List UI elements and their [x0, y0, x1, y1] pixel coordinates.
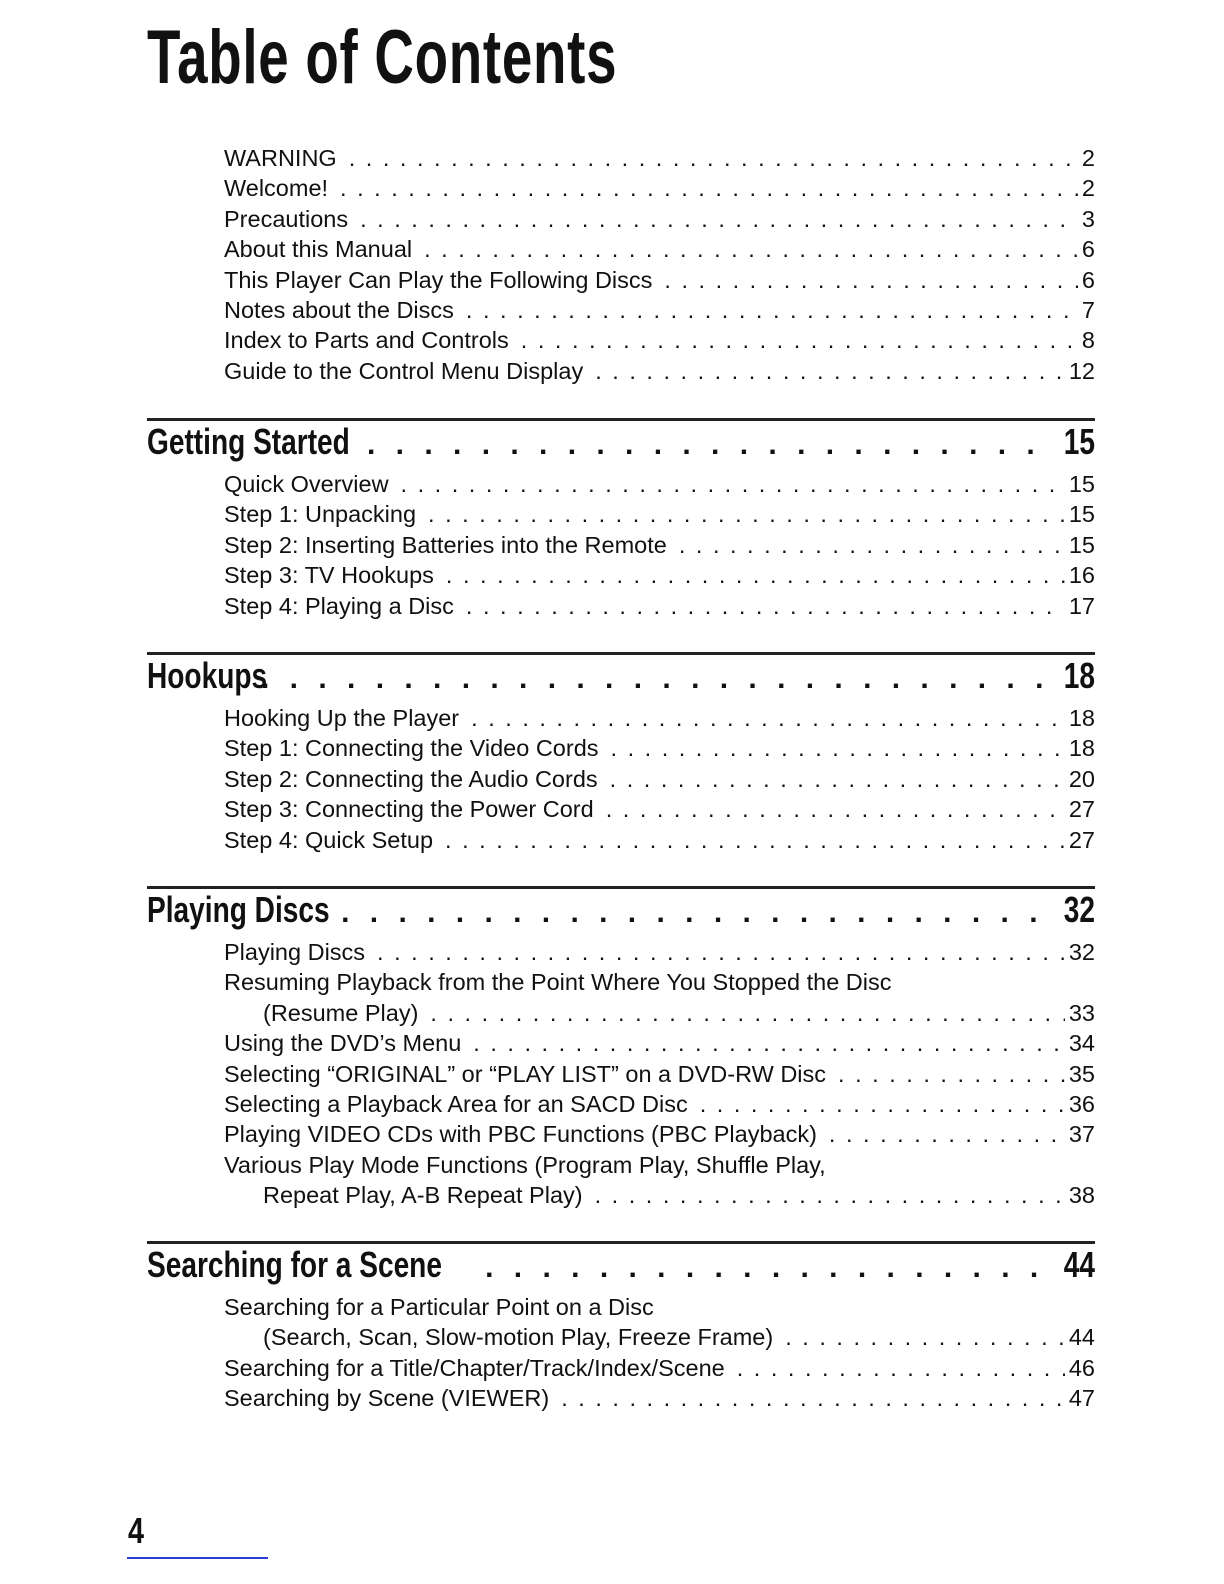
entry-label: Step 3: Connecting the Power Cord [224, 796, 594, 823]
dot-leader [473, 1030, 1065, 1057]
entry-page: 18 [1068, 705, 1095, 731]
toc-entry[interactable] [224, 766, 1095, 796]
dot-leader [829, 1121, 1065, 1148]
dot-leader [838, 1061, 1065, 1088]
entry-label: Searching by Scene (VIEWER) [224, 1385, 550, 1412]
entry-label: Index to Parts and Controls [224, 327, 509, 354]
entry-page: 16 [1068, 562, 1095, 589]
toc-entry[interactable] [224, 1385, 1095, 1415]
entry-page: 12 [1068, 357, 1095, 384]
dot-leader [700, 1091, 1065, 1118]
dot-leader [679, 532, 1065, 559]
dot-leader [428, 501, 1065, 528]
toc-section [147, 889, 1095, 1213]
dot-leader [341, 896, 1055, 930]
dot-leader [377, 939, 1065, 966]
toc-entry[interactable] [224, 297, 1095, 327]
dot-leader [521, 327, 1078, 354]
dot-leader [466, 297, 1078, 324]
dot-leader [360, 206, 1078, 233]
dot-leader [445, 827, 1065, 854]
entry-page: 27 [1068, 796, 1095, 823]
entry-label: Hooking Up the Player [224, 705, 460, 731]
entry-label: Step 1: Unpacking [224, 501, 417, 528]
section-page: 15 [1063, 421, 1095, 462]
toc-entry[interactable] [224, 705, 1095, 735]
entry-label: Resuming Playback from the Point Where You Stopped the Disc [224, 969, 892, 996]
section-page: 32 [1063, 889, 1095, 930]
entry-label: This Player Can Play the Following Discs [224, 266, 653, 293]
toc-entry[interactable] [224, 969, 1095, 999]
section-heading-label: Searching for a Scene [147, 1244, 442, 1285]
entry-label: Welcome! [224, 175, 329, 202]
dot-leader [785, 1324, 1065, 1351]
dot-leader [424, 236, 1078, 263]
entry-label: Step 4: Quick Setup [224, 826, 434, 853]
entry-page: 32 [1068, 939, 1095, 965]
entry-page: 34 [1068, 1030, 1095, 1057]
dot-leader [349, 145, 1078, 172]
toc-entry[interactable] [224, 735, 1095, 765]
dot-leader [561, 1385, 1065, 1412]
entry-page: 8 [1081, 327, 1095, 354]
section-page: 44 [1063, 1244, 1095, 1285]
toc-entry[interactable] [224, 1061, 1095, 1091]
toc-entry[interactable] [224, 1091, 1095, 1121]
footer-rule [127, 1557, 268, 1559]
toc-entry[interactable] [224, 175, 1095, 205]
section-heading-label: Hookups [147, 655, 268, 696]
entry-page: 2 [1081, 145, 1095, 171]
entry-label: Step 2: Connecting the Audio Cords [224, 765, 598, 792]
dot-leader [610, 766, 1065, 793]
entry-page: 36 [1068, 1090, 1095, 1117]
entry-label: Step 4: Playing a Disc [224, 592, 454, 619]
entry-page: 47 [1068, 1385, 1095, 1412]
toc-entry[interactable] [224, 827, 1095, 857]
section-heading[interactable] [147, 655, 1095, 705]
entry-label: WARNING [224, 145, 337, 171]
entry-label: Using the DVD’s Menu [224, 1030, 462, 1057]
entry-page: 17 [1068, 592, 1095, 619]
toc-entry[interactable] [224, 236, 1095, 266]
entry-page: 6 [1081, 236, 1095, 263]
dot-leader [737, 1355, 1065, 1382]
toc-entry[interactable] [224, 1355, 1095, 1385]
entry-page: 38 [1068, 1182, 1095, 1209]
toc-entry[interactable] [224, 1152, 1095, 1182]
entry-page: 33 [1068, 999, 1095, 1026]
toc-entry[interactable] [224, 1294, 1095, 1324]
entry-page: 15 [1068, 501, 1095, 528]
dot-leader [466, 593, 1065, 620]
toc-section [147, 655, 1095, 857]
entry-label: (Search, Scan, Slow-motion Play, Freeze Frame) [263, 1324, 774, 1351]
toc-entry-continuation[interactable] [263, 1182, 1095, 1212]
entry-page: 6 [1081, 266, 1095, 293]
section-heading[interactable] [147, 421, 1095, 471]
dot-leader [430, 1000, 1064, 1027]
section-heading-label: Getting Started [147, 421, 350, 462]
entry-label: Step 3: TV Hookups [224, 562, 434, 589]
dot-leader [340, 175, 1078, 202]
entry-page: 15 [1068, 531, 1095, 558]
toc-entry-continuation[interactable] [263, 1000, 1095, 1030]
toc-entry[interactable] [224, 471, 1095, 501]
toc-entry[interactable] [224, 358, 1095, 388]
toc-entry[interactable] [224, 267, 1095, 297]
entry-label: Guide to the Control Menu Display [224, 357, 584, 384]
toc-entry[interactable] [224, 796, 1095, 826]
toc-section [147, 421, 1095, 623]
dot-leader [595, 1182, 1065, 1209]
toc-entry[interactable] [224, 145, 1095, 175]
entry-label: Searching for a Particular Point on a Disc [224, 1294, 654, 1320]
toc-entry[interactable] [224, 206, 1095, 236]
dot-leader [664, 267, 1078, 294]
entry-page: 2 [1081, 175, 1095, 202]
dot-leader [471, 705, 1065, 732]
entry-page: 3 [1081, 205, 1095, 232]
entry-label: Step 2: Inserting Batteries into the Remote [224, 531, 667, 558]
entry-label: Step 1: Connecting the Video Cords [224, 735, 599, 762]
dot-leader [446, 562, 1065, 589]
entry-page: 27 [1068, 826, 1095, 853]
entry-page: 35 [1068, 1060, 1095, 1087]
page-title: Table of Contents [147, 15, 618, 100]
entry-page: 20 [1068, 765, 1095, 792]
entry-label: Searching for a Title/Chapter/Track/Index/Scene [224, 1354, 725, 1381]
section-heading[interactable] [147, 1244, 1095, 1294]
entry-page: 46 [1068, 1354, 1095, 1381]
entry-page: 15 [1068, 471, 1095, 497]
entry-label: Playing Discs [224, 939, 366, 965]
entry-label: Various Play Mode Functions (Program Play, Shuffle Play, [224, 1151, 826, 1178]
toc-entry[interactable] [224, 532, 1095, 562]
page-number: 4 [128, 1510, 145, 1551]
entry-label: Precautions [224, 205, 349, 232]
entry-label: Playing VIDEO CDs with PBC Functions (PBC Playback) [224, 1121, 817, 1148]
toc-entry[interactable] [224, 1121, 1095, 1151]
entry-page: 37 [1068, 1121, 1095, 1148]
dot-leader [606, 796, 1065, 823]
entry-label: Repeat Play, A-B Repeat Play) [263, 1182, 583, 1209]
toc-entry-continuation[interactable] [263, 1324, 1095, 1354]
section-page: 18 [1063, 655, 1095, 696]
toc-entry[interactable] [224, 562, 1095, 592]
entry-label: Quick Overview [224, 471, 389, 497]
dot-leader [485, 1251, 1055, 1285]
toc-section [147, 145, 1095, 388]
entry-label: (Resume Play) [263, 999, 419, 1026]
toc-entry[interactable] [224, 501, 1095, 531]
entry-label: Notes about the Discs [224, 296, 454, 323]
entry-page: 44 [1068, 1324, 1095, 1351]
section-heading-label: Playing Discs [147, 889, 330, 930]
entry-page: 7 [1081, 296, 1095, 323]
entry-label: Selecting “ORIGINAL” or “PLAY LIST” on a DVD-RW Disc [224, 1060, 827, 1087]
toc-section [147, 1244, 1095, 1416]
toc-entry[interactable] [224, 1030, 1095, 1060]
toc-entry[interactable] [224, 939, 1095, 969]
dot-leader [261, 662, 1055, 696]
dot-leader [367, 428, 1055, 462]
entry-label: About this Manual [224, 236, 413, 263]
entry-page: 18 [1068, 735, 1095, 762]
entry-label: Selecting a Playback Area for an SACD Disc [224, 1090, 688, 1117]
dot-leader [611, 735, 1065, 762]
toc-entry[interactable] [224, 327, 1095, 357]
dot-leader [595, 358, 1065, 385]
dot-leader [401, 471, 1065, 498]
toc-entry[interactable] [224, 593, 1095, 623]
section-heading[interactable] [147, 889, 1095, 939]
